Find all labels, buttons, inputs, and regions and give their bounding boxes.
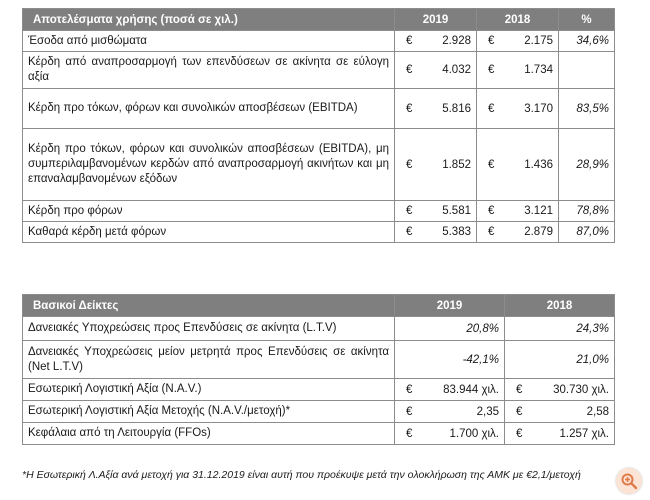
row-label: Καθαρά κέρδη μετά φόρων — [23, 222, 395, 243]
value-pct: 78,8% — [559, 201, 615, 222]
currency-symbol: € — [516, 383, 523, 396]
value-2019 — [395, 52, 477, 89]
value-pct: 34,6% — [559, 31, 615, 52]
table-row — [23, 379, 615, 401]
results-header-2018: 2018 — [477, 9, 559, 31]
table-row — [23, 89, 615, 129]
value-amount: 1.734 — [524, 64, 553, 76]
currency-symbol: € — [406, 102, 413, 115]
value-2019 — [395, 222, 477, 243]
value-2018 — [477, 129, 559, 201]
value-2019 — [395, 423, 505, 445]
indicators-header-label: Βασικοί Δείκτες — [23, 295, 395, 317]
value-2018: 21,0% — [505, 341, 615, 379]
results-header-label: Αποτελέσματα χρήσης (ποσά σε χιλ.) — [23, 9, 395, 31]
currency-symbol: € — [406, 35, 413, 47]
table-row — [23, 317, 615, 341]
indicators-table — [22, 294, 615, 445]
currency-symbol: € — [516, 405, 523, 418]
row-label: Δανειακές Υποχρεώσεις προς Επενδύσεις σε ακίνητα (L.T.V) — [23, 317, 395, 341]
table-row — [23, 222, 615, 243]
value-2019 — [395, 31, 477, 52]
value-amount: 1.436 — [524, 158, 553, 171]
currency-symbol: € — [406, 226, 413, 238]
value-pct: 83,5% — [559, 89, 615, 129]
row-label: Κέρδη προ τόκων, φόρων και συνολικών αποσβέσεων (EBITDA) — [23, 89, 395, 129]
table-row — [23, 201, 615, 222]
results-table — [22, 8, 615, 243]
value-amount: 2.928 — [442, 35, 471, 47]
row-label: Κέρδη προ φόρων — [23, 201, 395, 222]
value-2018 — [477, 31, 559, 52]
value-2018 — [477, 52, 559, 89]
row-label: Κέρδη από αναπροσαρμογή των επενδύσεων σε ακίνητα σε εύλογη αξία — [23, 52, 395, 89]
row-label: Εσωτερική Λογιστική Αξία Μετοχής (N.A.V./μετοχή)* — [23, 401, 395, 423]
footnote: *Η Εσωτερική Λ.Αξία ανά μετοχή για 31.12.2019 είναι αυτή που προέκυψε μετά την ολοκλήρωση της ΑΜΚ με €2,1/μετοχή — [22, 469, 581, 481]
value-2018 — [505, 423, 615, 445]
currency-symbol: € — [406, 383, 413, 396]
currency-symbol: € — [516, 427, 523, 440]
indicators-header-row — [23, 295, 615, 317]
value-2018 — [505, 401, 615, 423]
value-2018: 24,3% — [505, 317, 615, 341]
zoom-in-button[interactable] — [616, 468, 642, 494]
value-2018 — [477, 89, 559, 129]
zoom-in-icon — [620, 472, 638, 490]
value-2019 — [395, 201, 477, 222]
value-2018 — [477, 201, 559, 222]
currency-symbol: € — [488, 158, 495, 171]
currency-symbol: € — [406, 405, 413, 418]
row-label: Κεφάλαια από τη Λειτουργία (FFOs) — [23, 423, 395, 445]
value-amount: 2,58 — [586, 405, 609, 418]
value-amount: 2.879 — [524, 226, 553, 238]
value-2018 — [477, 222, 559, 243]
value-amount: 4.032 — [442, 64, 471, 76]
currency-symbol: € — [488, 226, 495, 238]
value-pct — [559, 52, 615, 89]
value-amount: 3.170 — [524, 102, 553, 115]
table-row — [23, 52, 615, 89]
currency-symbol: € — [488, 64, 495, 76]
value-2019 — [395, 129, 477, 201]
value-amount: 2.175 — [524, 35, 553, 47]
row-label: Δανειακές Υποχρεώσεις μείον μετρητά προς Επενδύσεις σε ακίνητα (Net L.T.V) — [23, 341, 395, 379]
results-header-2019: 2019 — [395, 9, 477, 31]
table-row — [23, 129, 615, 201]
row-label: Εσωτερική Λογιστική Αξία (N.A.V.) — [23, 379, 395, 401]
value-amount: 5.383 — [442, 226, 471, 238]
value-pct: 28,9% — [559, 129, 615, 201]
results-header-pct: % — [559, 9, 615, 31]
table-row — [23, 341, 615, 379]
table-row — [23, 31, 615, 52]
currency-symbol: € — [488, 102, 495, 115]
value-pct: 87,0% — [559, 222, 615, 243]
table-row — [23, 423, 615, 445]
value-2019 — [395, 89, 477, 129]
indicators-header-2018: 2018 — [505, 295, 615, 317]
value-2019 — [395, 379, 505, 401]
value-amount: 30.730 χιλ. — [553, 383, 609, 396]
currency-symbol: € — [406, 64, 413, 76]
value-2018 — [505, 379, 615, 401]
value-amount: 1.700 χιλ. — [449, 427, 499, 440]
value-amount: 2,35 — [476, 405, 499, 418]
currency-symbol: € — [488, 205, 495, 217]
value-amount: 5.581 — [442, 205, 471, 217]
row-label: Έσοδα από μισθώματα — [23, 31, 395, 52]
indicators-header-2019: 2019 — [395, 295, 505, 317]
value-amount: 1.257 χιλ. — [559, 427, 609, 440]
value-amount: 1.852 — [442, 158, 471, 171]
currency-symbol: € — [406, 158, 413, 171]
value-amount: 5.816 — [442, 102, 471, 115]
currency-symbol: € — [406, 205, 413, 217]
value-2019 — [395, 401, 505, 423]
value-amount: 3.121 — [524, 205, 553, 217]
results-header-row — [23, 9, 615, 31]
value-amount: 83.944 χιλ. — [443, 383, 499, 396]
currency-symbol: € — [406, 427, 413, 440]
currency-symbol: € — [488, 35, 495, 47]
value-2019: 20,8% — [395, 317, 505, 341]
table-row — [23, 401, 615, 423]
row-label: Κέρδη προ τόκων, φόρων και συνολικών αποσβέσεων (EBITDA), μη συμπεριλαμβανομένων κερδών από αναπροσαρμογή ακινήτων και μη επαναλαμβανομένων εξόδων — [23, 129, 395, 201]
value-2019: -42,1% — [395, 341, 505, 379]
